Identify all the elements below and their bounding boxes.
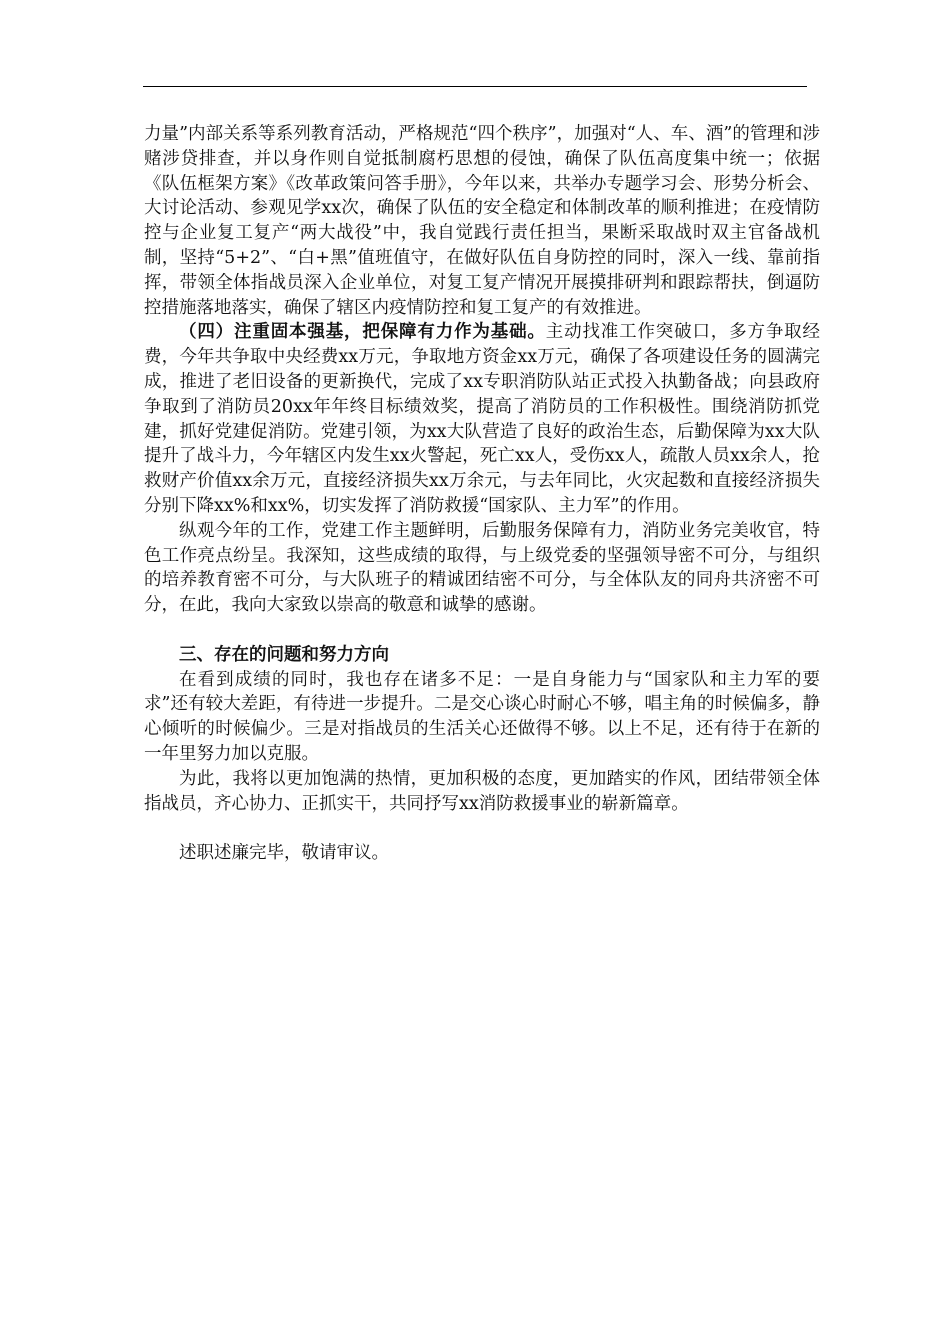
paragraph-commitment: 为此，我将以更加饱满的热情，更加积极的态度，更加踏实的作风，团结带领全体指战员，齐心协力、正抓实干，共同抒写xx消防救援事业的崭新篇章。 — [144, 768, 820, 814]
section-four-heading: （四）注重固本强基，把保障有力作为基础。 — [179, 322, 546, 343]
paragraph-gap — [144, 618, 820, 643]
paragraph-gap — [144, 816, 820, 841]
closing-line: 述职述廉完毕，敬请审议。 — [179, 843, 389, 864]
paragraph-continuation: 力量”内部关系等系列教育活动，严格规范“四个秩序”，加强对“人、车、酒”的管理和涉赌涉贷排查，并以身作则自觉抵制腐朽思想的侵蚀，确保了队伍高度集中统一；依据《队伍框架方案》《改革政策问答手册》，今年以来，共举办专题学习会、形势分析会、大讨论活动、参观见学xx次，确保了队伍的安全稳定和体制改革的顺利推进；在疫情防控与企业复工复产“两大战役”中，我自觉践行责任担当，果断采取战时双主官备战机制，坚持“5+2”、“白+黑”值班值守，在做好队伍自身防控的同时，深入一线、靠前指挥，带领全体指战员深入企业单位，对复工复产情况开展摸排研判和跟踪帮扶，倒逼防控措施落地落实，确保了辖区内疫情防控和复工复产的有效推进。 — [144, 124, 820, 318]
paragraph-shortcomings: 在看到成绩的同时，我也存在诸多不足：一是自身能力与“国家队和主力军的要求”还有较大差距，有待进一步提升。二是交心谈心时耐心不够，唱主角的时候偏多，静心倾听的时候偏少。三是对指战员的生活关心还做得不够。以上不足，还有待于在新的一年里努力加以克服。 — [144, 669, 820, 764]
paragraph-summary: 纵观今年的工作，党建工作主题鲜明，后勤服务保障有力，消防业务完美收官，特色工作亮点纷呈。我深知，这些成绩的取得，与上级党委的坚强领导密不可分，与组织的培养教育密不可分，与大队班子的精诚团结密不可分，与全体队友的同舟共济密不可分，在此，我向大家致以崇高的敬意和诚挚的感谢。 — [144, 520, 820, 616]
header-rule — [143, 86, 807, 87]
paragraph-section-four — [144, 320, 820, 518]
document-body — [144, 122, 820, 866]
section-three-heading: 三、存在的问题和努力方向 — [179, 644, 389, 665]
section-four-body: 主动找准工作突破口，多方争取经费，今年共争取中央经费xx万元，争取地方资金xx万元，确保了各项建设任务的圆满完成，推进了老旧设备的更新换代，完成了xx专职消防队站正式投入执勤备战；向县政府争取到了消防员20xx年年终目标绩效奖，提高了消防员的工作积极性。围绕消防抓党建，抓好党建促消防。党建引领，为xx大队营造了良好的政治生态，后勤保障为xx大队提升了战斗力，今年辖区内发生xx火警起，死亡xx人，受伤xx人，疏散人员xx余人，抢救财产价值xx余万元，直接经济损失xx万余元，与去年同比，火灾起数和直接经济损失分别下降xx%和xx%，切实发挥了消防救援“国家队、主力军”的作用。 — [144, 322, 820, 516]
